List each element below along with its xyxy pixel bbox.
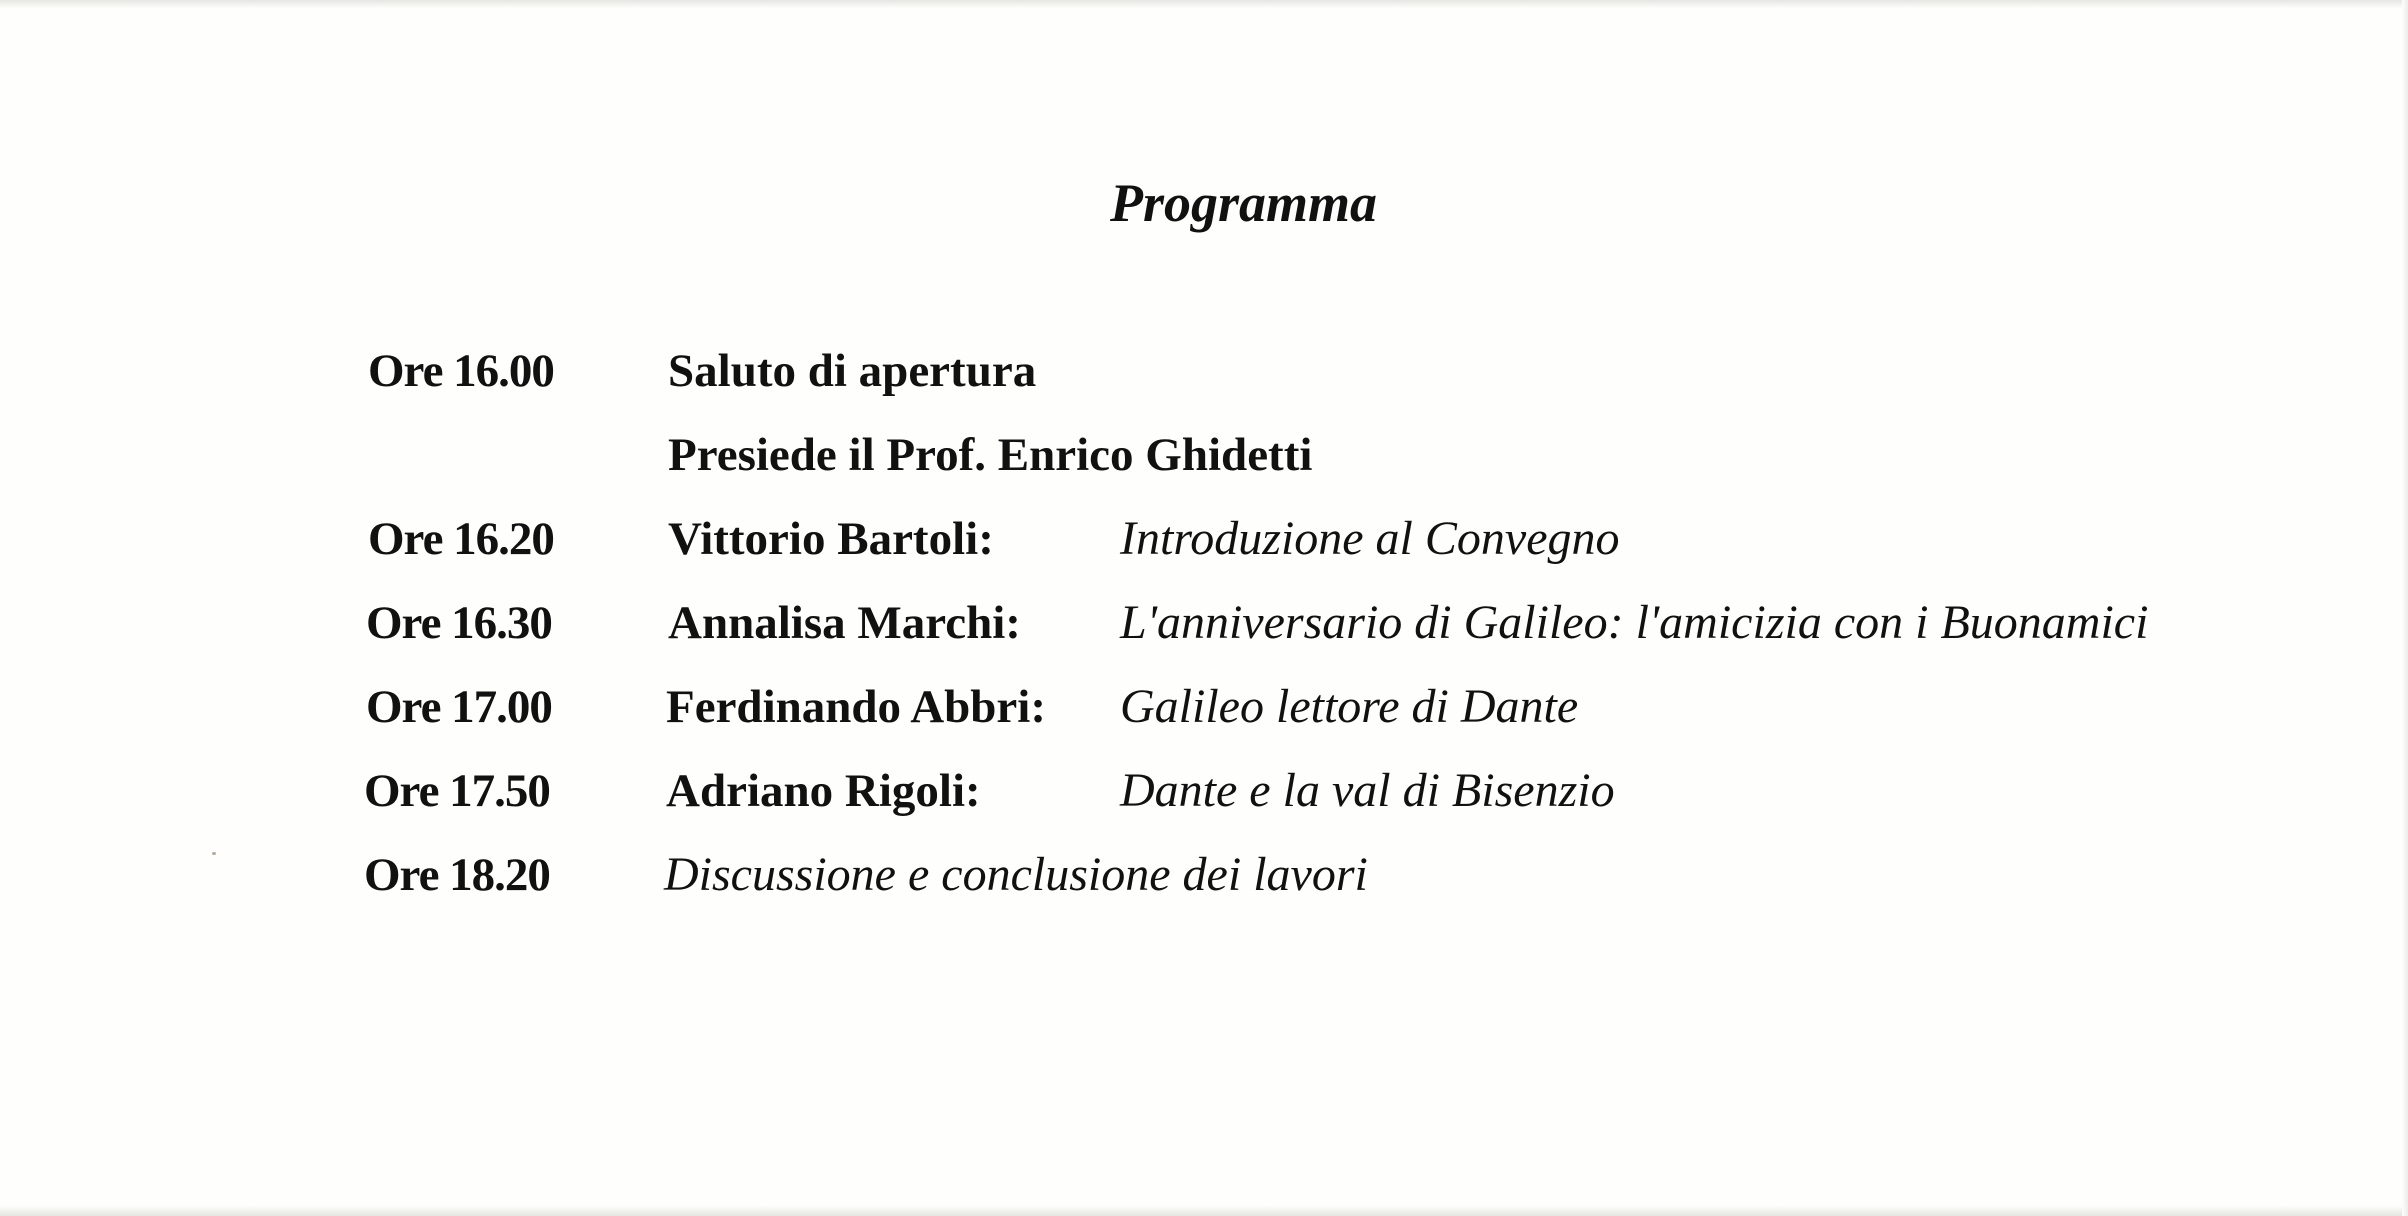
program-talk-title: Introduzione al Convegno [1120, 512, 1620, 565]
program-row [0, 672, 2408, 742]
program-speaker: Adriano Rigoli: [666, 765, 981, 817]
page-title: Programma [1110, 173, 1378, 233]
program-speaker: Vittorio Bartoli: [668, 513, 994, 565]
program-time: Ore 17.00 [366, 681, 552, 733]
program-time: Ore 16.00 [368, 345, 554, 397]
card-top-edge [0, 0, 2408, 8]
program-row [0, 504, 2408, 574]
card-bottom-edge [0, 1206, 2408, 1216]
program-time: Ore 18.20 [364, 849, 550, 901]
program-talk-title: L'anniversario di Galileo: l'amicizia con i Buonamici [1120, 596, 2149, 649]
program-time: Ore 16.30 [366, 597, 552, 649]
program-time: Ore 16.20 [368, 513, 554, 565]
program-session: Saluto di apertura [668, 345, 1037, 397]
program-row [0, 336, 2408, 406]
program-speaker: Annalisa Marchi: [668, 597, 1021, 649]
program-chair: Presiede il Prof. Enrico Ghidetti [668, 429, 1313, 481]
program-closing: Discussione e conclusione dei lavori [664, 848, 1368, 901]
program-talk-title: Galileo lettore di Dante [1120, 680, 1579, 733]
program-row [0, 840, 2408, 910]
program-time: Ore 17.50 [364, 765, 550, 817]
program-row [0, 420, 2408, 490]
program-row [0, 588, 2408, 658]
program-row [0, 756, 2408, 826]
program-talk-title: Dante e la val di Bisenzio [1120, 764, 1615, 817]
program-speaker: Ferdinando Abbri: [666, 681, 1046, 733]
